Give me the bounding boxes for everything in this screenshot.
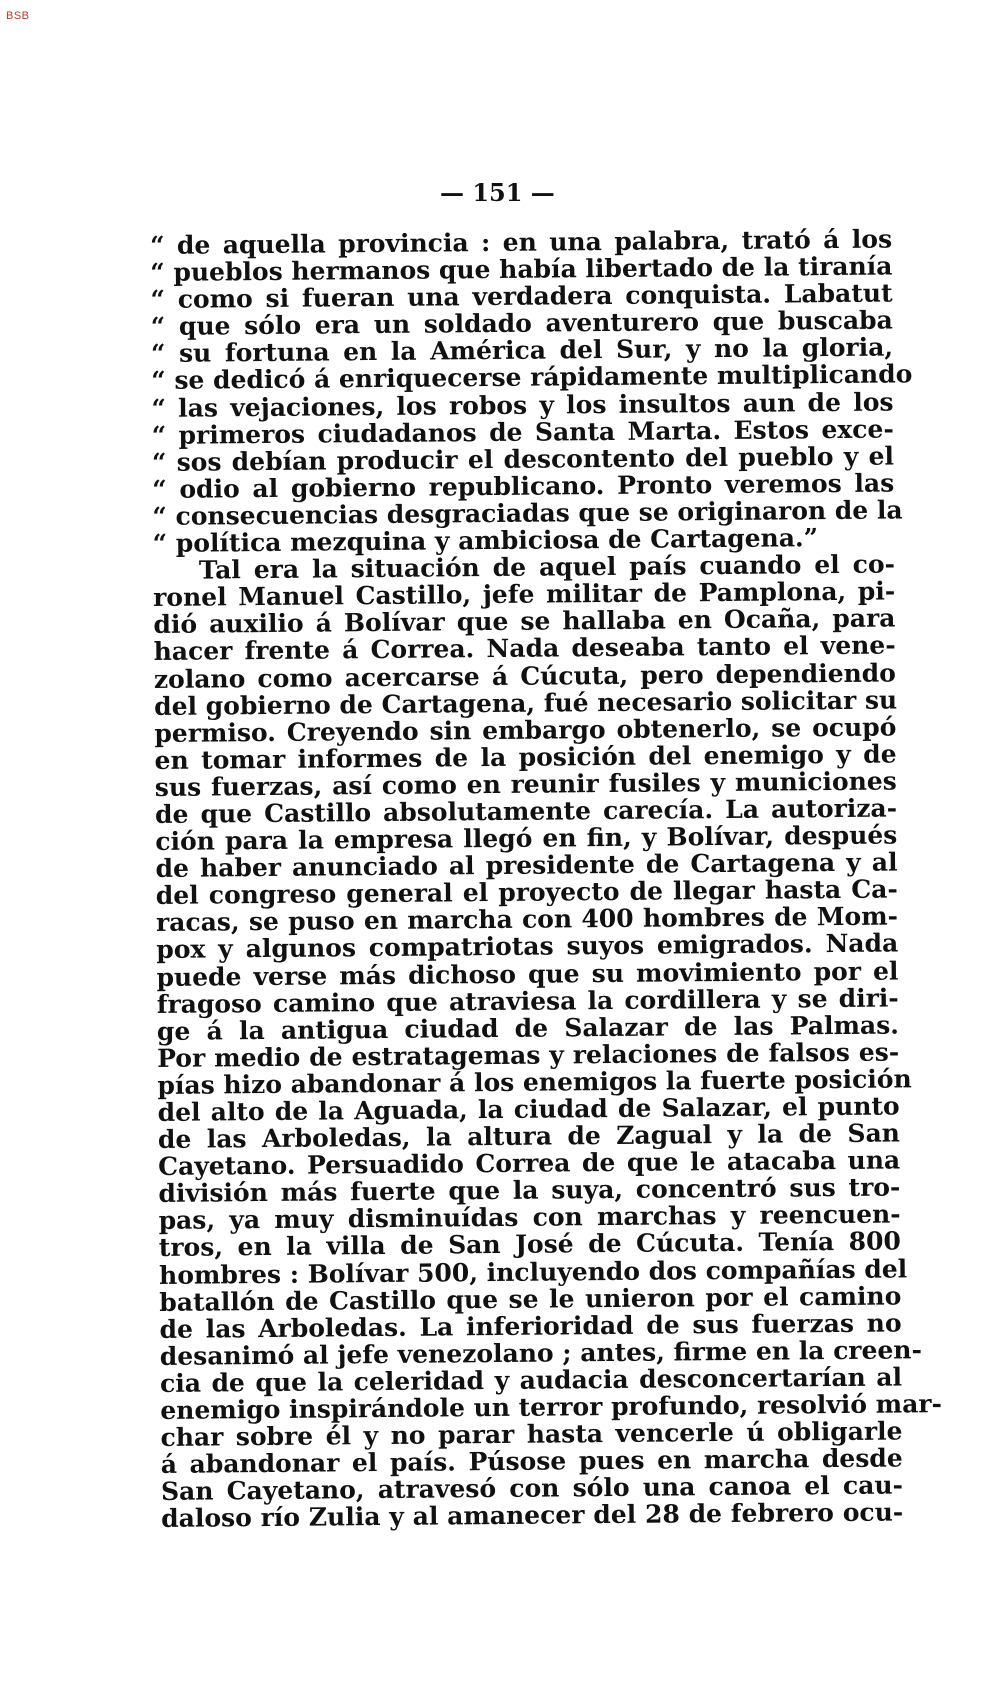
text-line: ción para la empresa llegó en fin, y Bolívar, después bbox=[155, 820, 898, 857]
text-line: dió auxilio á Bolívar que se hallaba en Ocaña, para bbox=[153, 603, 896, 640]
text-line: “ de aquella provincia : en una palabra, trató á los bbox=[149, 224, 893, 260]
text-line: “ odio al gobierno republicano. Pronto veremos las bbox=[152, 468, 895, 504]
text-line: zolano como acercarse á Cúcuta, pero dependiendo bbox=[153, 658, 896, 694]
page-body bbox=[149, 224, 943, 1534]
library-stamp: BSB bbox=[6, 10, 30, 22]
text-line: char sobre él y no parar hasta vencerle ú obligarle bbox=[160, 1416, 903, 1453]
text-line: Cayetano. Persuadido Correa de que le atacaba una bbox=[158, 1145, 901, 1182]
text-line: “ consecuencias desgraciadas que se originaron de la bbox=[152, 495, 903, 531]
text-line: pox y algunos compatriotas suyos emigrados. Nada bbox=[156, 928, 899, 965]
text-line: puede verse más dichoso que su movimiento por el bbox=[156, 956, 899, 992]
text-line: tros, en la villa de San José de Cúcuta. Tenía 800 bbox=[158, 1226, 901, 1263]
text-line: “ política mezquina y ambiciosa de Cartagena.” bbox=[152, 523, 819, 559]
text-line: del congreso general el proyecto de llegar hasta Ca- bbox=[155, 874, 898, 911]
text-line: “ que sólo era un soldado aventurero que buscaba bbox=[150, 305, 893, 342]
text-line: hacer frente á Correa. Nada deseaba tanto el vene- bbox=[153, 630, 896, 667]
text-line: de haber anunciado al presidente de Cartagena y al bbox=[155, 847, 898, 884]
text-line: batallón de Castillo que se le unieron por el camino bbox=[159, 1281, 902, 1317]
text-line: Tal era la situación de aquel país cuando el co- bbox=[198, 549, 896, 585]
text-line: San Cayetano, atravesó con sólo una canoa el cau- bbox=[160, 1470, 904, 1507]
text-line: “ se dedicó á enriquecerse rápidamente multiplicando bbox=[151, 359, 913, 396]
text-line: hombres : Bolívar 500, incluyendo dos compañías del bbox=[158, 1253, 908, 1290]
text-line: de las Arboledas, la altura de Zagual y la de San bbox=[157, 1118, 901, 1155]
text-line: división más fuerte que la suya, concentró sus tro- bbox=[158, 1172, 901, 1209]
text-line: del gobierno de Cartagena, fué necesario solicitar su bbox=[154, 685, 898, 721]
text-line: en tomar informes de la posición del enemigo y de bbox=[154, 739, 897, 775]
text-line: á abandonar el país. Púsose pues en marcha desde bbox=[160, 1443, 903, 1480]
text-line: Por medio de estratagemas y relaciones de falsos es- bbox=[157, 1037, 900, 1073]
page-number: — 151 — bbox=[440, 178, 555, 207]
text-line: racas, se puso en marcha con 400 hombres de Mom- bbox=[155, 901, 899, 938]
text-line: “ primeros ciudadanos de Santa Marta. Estos exce- bbox=[151, 414, 894, 450]
text-line: pas, ya muy disminuídas con marchas y reencuen- bbox=[158, 1199, 901, 1236]
text-line: daloso río Zulia y al amanecer del 28 de febrero ocu- bbox=[161, 1497, 904, 1534]
text-line: enemigo inspirándole un terror profundo, resolvió mar- bbox=[160, 1389, 943, 1425]
text-line: “ pueblos hermanos que había libertado de la tiranía bbox=[150, 251, 893, 288]
text-line: de las Arboledas. La inferioridad de sus fuerzas no bbox=[159, 1308, 902, 1344]
text-line: pías hizo abandonar á los enemigos la fuerte posición bbox=[157, 1064, 912, 1100]
text-line: de que Castillo absolutamente carecía. La autoriza- bbox=[154, 793, 898, 829]
text-line: sus fuerzas, así como en reunir fusiles y municiones bbox=[154, 766, 897, 802]
text-line: cia de que la celeridad y audacia desconcertarían al bbox=[159, 1362, 903, 1398]
text-line: “ su fortuna en la América del Sur, y no la gloria, bbox=[150, 332, 894, 369]
paragraph-quotation bbox=[149, 224, 913, 559]
text-line: fragoso camino que atraviesa la cordillera y se diri- bbox=[156, 983, 899, 1019]
text-line: “ las vejaciones, los robos y los insultos aun de los bbox=[151, 387, 894, 423]
text-line: ge á la antigua ciudad de Salazar de las Palmas. bbox=[156, 1010, 900, 1046]
text-line: permiso. Creyendo sin embargo obtenerlo, se ocupó bbox=[154, 712, 897, 748]
text-line: del alto de la Aguada, la ciudad de Salazar, el punto bbox=[157, 1091, 900, 1127]
text-line: “ sos debían producir el descontento del pueblo y el bbox=[151, 441, 895, 477]
text-line: ronel Manuel Castillo, jefe militar de Pamplona, pi- bbox=[153, 576, 896, 613]
text-line: “ como si fueran una verdadera conquista. Labatut bbox=[150, 278, 893, 315]
text-line: desanimó al jefe venezolano ; antes, firme en la creen- bbox=[159, 1335, 923, 1371]
paragraph-narrative bbox=[153, 549, 943, 1534]
